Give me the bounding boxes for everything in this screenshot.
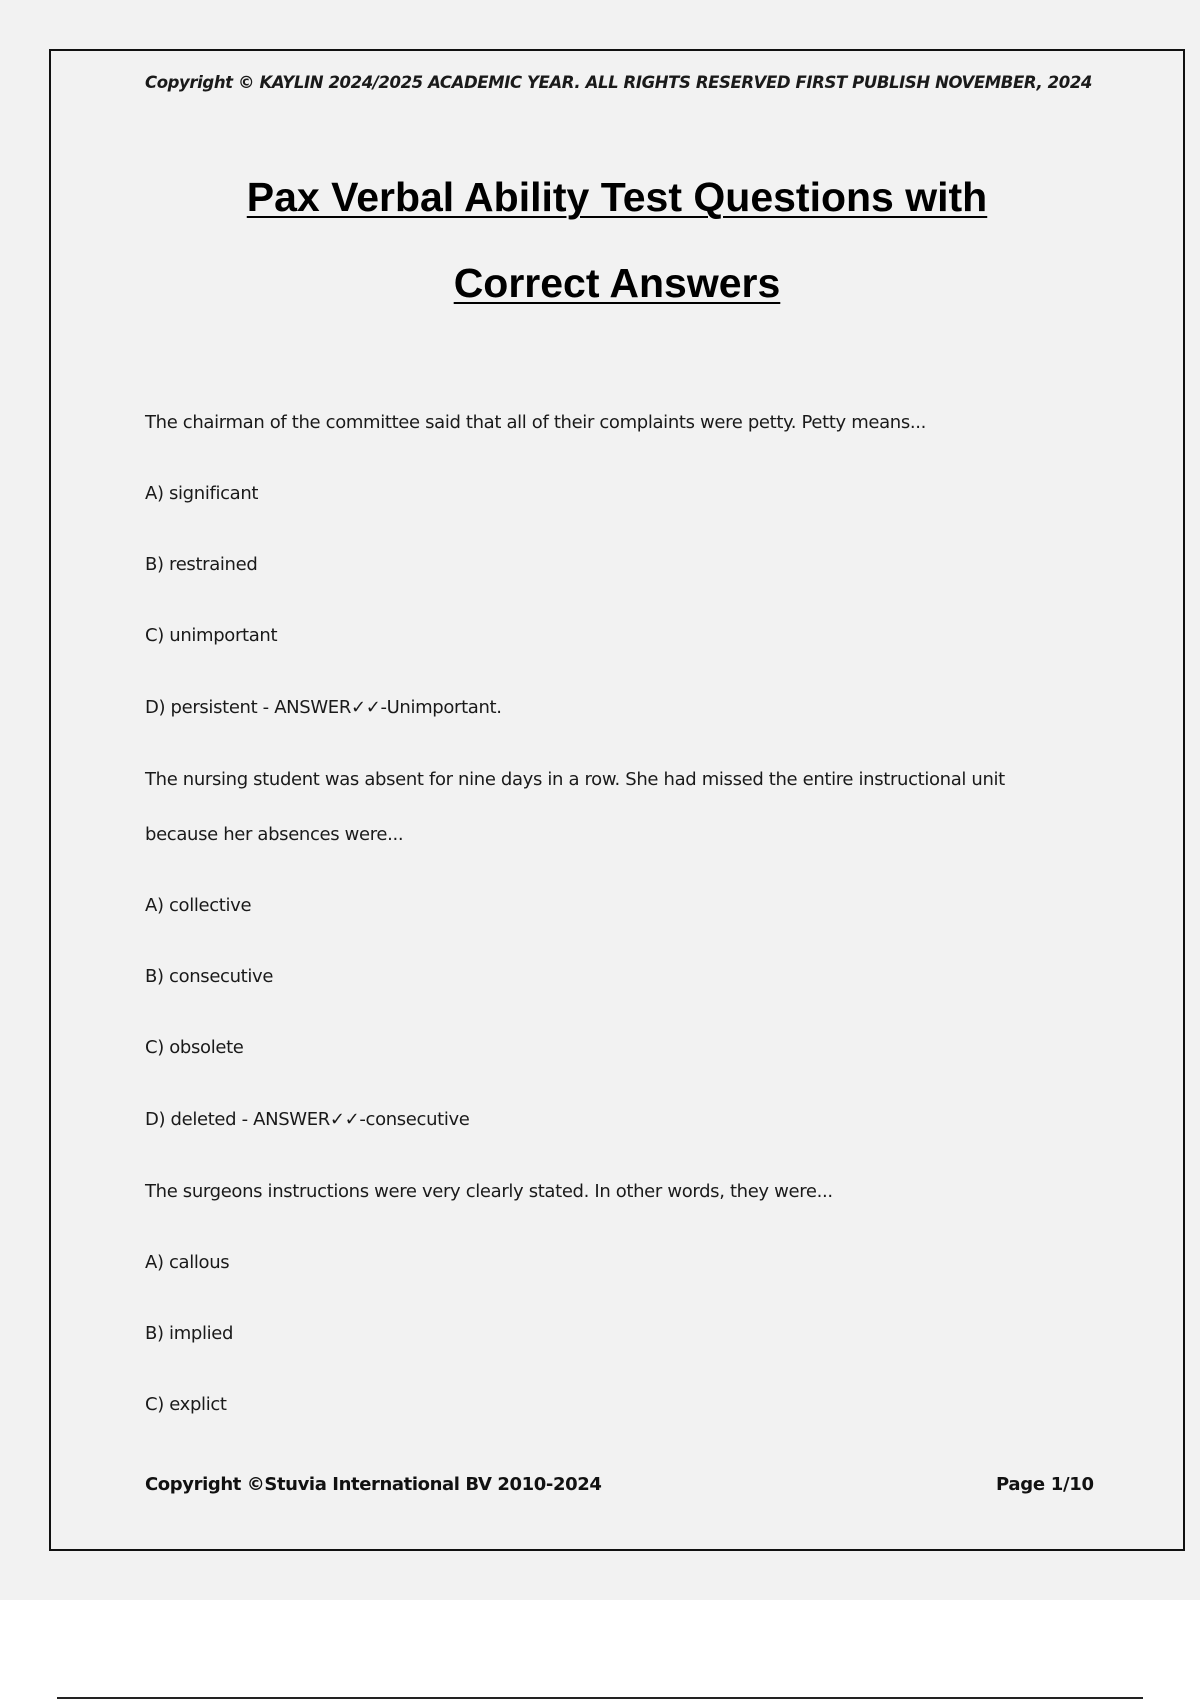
question-2-option-c: C) obsolete (145, 1037, 244, 1058)
question-3-option-b: B) implied (145, 1323, 234, 1344)
header-copyright: Copyright © KAYLIN 2024/2025 ACADEMIC YEAR. ALL RIGHTS RESERVED FIRST PUBLISH NOVEMBER, 2024 (145, 73, 1093, 92)
question-2-option-a: A) collective (145, 895, 252, 916)
question-2-prompt-line-2: because her absences were... (145, 824, 404, 845)
question-1-option-a: A) significant (145, 483, 259, 504)
question-2-option-d-answer: D) deleted - ANSWER✓✓-consecutive (145, 1109, 470, 1130)
question-1-option-d-answer: D) persistent - ANSWER✓✓-Unimportant. (145, 697, 502, 718)
question-2-option-b: B) consecutive (145, 966, 274, 987)
question-1-prompt: The chairman of the committee said that all of their complaints were petty. Petty means... (145, 412, 927, 433)
question-3-option-a: A) callous (145, 1252, 230, 1273)
document-title-line-2: Correct Answers (453, 260, 781, 306)
question-3-option-c: C) explict (145, 1394, 227, 1415)
question-2-prompt-line-1: The nursing student was absent for nine days in a row. She had missed the entire instructional unit (145, 769, 1005, 790)
page-number: Page 1/10 (996, 1474, 1094, 1495)
question-1-option-c: C) unimportant (145, 625, 278, 646)
question-1-option-b: B) restrained (145, 554, 258, 575)
question-3-prompt: The surgeons instructions were very clearly stated. In other words, they were... (145, 1181, 833, 1202)
footer-copyright: Copyright ©Stuvia International BV 2010-2024 (145, 1474, 602, 1495)
document-title-line-1: Pax Verbal Ability Test Questions with (246, 174, 988, 220)
next-page-top-rule (57, 1697, 1143, 1699)
